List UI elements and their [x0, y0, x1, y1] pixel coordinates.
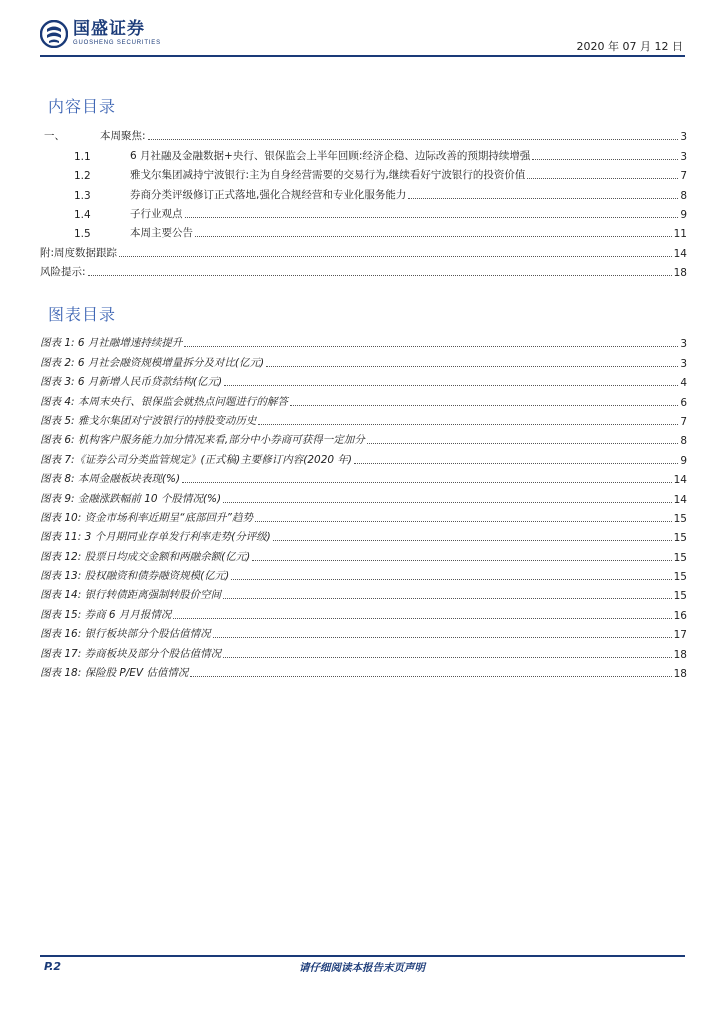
dot-leader [88, 275, 672, 276]
figure-item[interactable] [40, 467, 687, 486]
toc-item-page: 18 [673, 267, 687, 280]
dot-leader [182, 482, 672, 483]
toc-item[interactable] [40, 124, 687, 143]
toc-item-label: 附:周度数据跟踪 [40, 246, 118, 259]
dot-leader [354, 463, 678, 464]
dot-leader [223, 598, 672, 599]
logo-english-name: GUOSHENG SECURITIES [73, 40, 161, 46]
report-date: 2020 年 07 月 12 日 [576, 40, 683, 53]
toc-item-page: 14 [673, 247, 687, 260]
figure-item-label: 图表 4: 本周末央行、银保监会就热点问题进行的解答 [40, 395, 288, 408]
toc-item-label: 本周聚焦: [100, 130, 146, 143]
toc-item-number: 1.5 [74, 228, 91, 241]
figures-title: 图表目录 [48, 305, 117, 324]
figure-item-page: 3 [680, 357, 687, 370]
figure-item-page: 14 [673, 474, 687, 487]
dot-leader [231, 579, 671, 580]
footer-disclaimer: 请仔细阅读本报告末页声明 [299, 962, 425, 974]
dot-leader [408, 198, 678, 199]
dot-leader [224, 385, 678, 386]
figure-item[interactable] [40, 409, 687, 428]
toc-item-page: 8 [680, 189, 687, 202]
dot-leader [148, 139, 679, 140]
dot-leader [527, 178, 678, 179]
figure-item-label: 图表 16: 银行板块部分个股估值情况 [40, 628, 211, 641]
figure-item-label: 图表 14: 银行转债距离强制转股价空间 [40, 589, 222, 602]
logo-chinese-name: 国盛证券 [73, 19, 145, 39]
figures-list [40, 331, 687, 680]
figure-item[interactable] [40, 661, 687, 680]
header-divider [40, 55, 685, 57]
figure-item[interactable] [40, 641, 687, 660]
figure-item-page: 15 [673, 512, 687, 525]
dot-leader [190, 676, 671, 677]
figure-item-page: 6 [680, 396, 687, 409]
toc-item-label: 券商分类评级修订正式落地,强化合规经营和专业化服务能力 [130, 188, 407, 201]
dot-leader [213, 637, 672, 638]
figure-item-label: 图表 11: 3 个月期同业存单发行利率走势(分评级) [40, 531, 271, 544]
figure-item[interactable] [40, 506, 687, 525]
figure-item[interactable] [40, 544, 687, 563]
dot-leader [273, 540, 672, 541]
dot-leader [532, 159, 678, 160]
figure-item-label: 图表 10: 资金市场利率近期呈“底部回升”趋势 [40, 511, 253, 524]
figure-item-page: 16 [673, 609, 687, 622]
toc-item-label: 雅戈尔集团减持宁波银行:主为自身经营需要的交易行为,继续看好宁波银行的投资价值 [130, 169, 526, 182]
figure-item-label: 图表 2: 6 月社会融资规模增量拆分及对比(亿元) [40, 356, 265, 369]
dot-leader [266, 366, 678, 367]
dot-leader [258, 424, 678, 425]
figure-item-label: 图表 7:《证券公司分类监管规定》(正式稿)主要修订内容(2020 年) [40, 453, 352, 466]
toc-item[interactable] [40, 240, 687, 259]
figure-item-page: 15 [673, 571, 687, 584]
figure-item-page: 15 [673, 532, 687, 545]
figure-item-page: 7 [680, 415, 687, 428]
guosheng-logo-icon [40, 20, 68, 48]
figure-item-page: 17 [673, 629, 687, 642]
figure-item-label: 图表 12: 股票日均成交金额和两融余额(亿元) [40, 550, 251, 563]
figure-item[interactable] [40, 389, 687, 408]
figure-item[interactable] [40, 486, 687, 505]
toc-item[interactable] [40, 202, 687, 221]
toc-list [40, 124, 687, 279]
dot-leader [367, 443, 679, 444]
page-header [0, 0, 724, 56]
dot-leader [184, 346, 678, 347]
page-number: P.2 [44, 960, 62, 973]
dot-leader [119, 256, 672, 257]
toc-item-label: 风险提示: [40, 266, 86, 279]
footer-divider [40, 955, 685, 957]
figure-item-label: 图表 6: 机构客户服务能力加分情况来看,部分中小券商可获得一定加分 [40, 434, 365, 447]
figure-item-page: 14 [673, 493, 687, 506]
dot-leader [290, 405, 678, 406]
toc-item[interactable] [40, 163, 687, 182]
figure-item[interactable] [40, 602, 687, 621]
figure-item-label: 图表 1: 6 月社融增速持续提升 [40, 337, 183, 350]
toc-item[interactable] [40, 143, 687, 162]
figure-item[interactable] [40, 447, 687, 466]
figure-item[interactable] [40, 583, 687, 602]
figure-item-page: 15 [673, 551, 687, 564]
figure-item[interactable] [40, 525, 687, 544]
toc-item-label: 本周主要公告 [130, 227, 193, 240]
figure-item-label: 图表 17: 券商板块及部分个股估值情况 [40, 647, 222, 660]
figure-item-label: 图表 5: 雅戈尔集团对宁波银行的持股变动历史 [40, 414, 257, 427]
dot-leader [173, 618, 671, 619]
figure-item-label: 图表 13: 股权融资和债券融资规模(亿元) [40, 570, 230, 583]
toc-title: 内容目录 [48, 97, 117, 116]
toc-item-number: 一、 [44, 130, 65, 143]
toc-item-label: 子行业观点 [130, 207, 183, 220]
figure-item-label: 图表 18: 保险股 P/EV 估值情况 [40, 667, 189, 680]
toc-item[interactable] [40, 182, 687, 201]
toc-item-page: 11 [673, 228, 687, 241]
dot-leader [195, 236, 672, 237]
dot-leader [223, 502, 672, 503]
toc-item-number: 1.1 [74, 150, 91, 163]
figure-item[interactable] [40, 428, 687, 447]
toc-item-page: 9 [680, 208, 687, 221]
figure-item-page: 9 [680, 454, 687, 467]
company-logo [40, 20, 161, 48]
figure-item-label: 图表 8: 本周金融板块表现(%) [40, 473, 181, 486]
toc-item-label: 6 月社融及金融数据+央行、银保监会上半年回顾:经济企稳、边际改善的预期持续增强 [130, 149, 531, 162]
figure-item-page: 18 [673, 648, 687, 661]
toc-item-number: 1.4 [74, 208, 91, 221]
dot-leader [223, 657, 672, 658]
figure-item-page: 4 [680, 377, 687, 390]
toc-item[interactable] [40, 260, 687, 279]
figure-item[interactable] [40, 622, 687, 641]
toc-item-page: 7 [680, 170, 687, 183]
toc-item[interactable] [40, 221, 687, 240]
dot-leader [255, 521, 672, 522]
toc-item-number: 1.3 [74, 189, 91, 202]
figure-item-page: 3 [680, 338, 687, 351]
figure-item[interactable] [40, 331, 687, 350]
toc-item-page: 3 [680, 131, 687, 144]
figure-item[interactable] [40, 564, 687, 583]
figure-item-label: 图表 3: 6 月新增人民币贷款结构(亿元) [40, 376, 223, 389]
toc-item-number: 1.2 [74, 170, 91, 183]
figure-item[interactable] [40, 370, 687, 389]
figure-item-page: 15 [673, 590, 687, 603]
figure-item-page: 8 [680, 435, 687, 448]
figure-item-label: 图表 15: 券商 6 月月报情况 [40, 608, 172, 621]
toc-item-page: 3 [680, 150, 687, 163]
figure-item-label: 图表 9: 金融涨跌幅前 10 个股情况(%) [40, 492, 222, 505]
figure-item-page: 18 [673, 668, 687, 681]
dot-leader [252, 560, 671, 561]
figure-item[interactable] [40, 350, 687, 369]
dot-leader [185, 217, 679, 218]
